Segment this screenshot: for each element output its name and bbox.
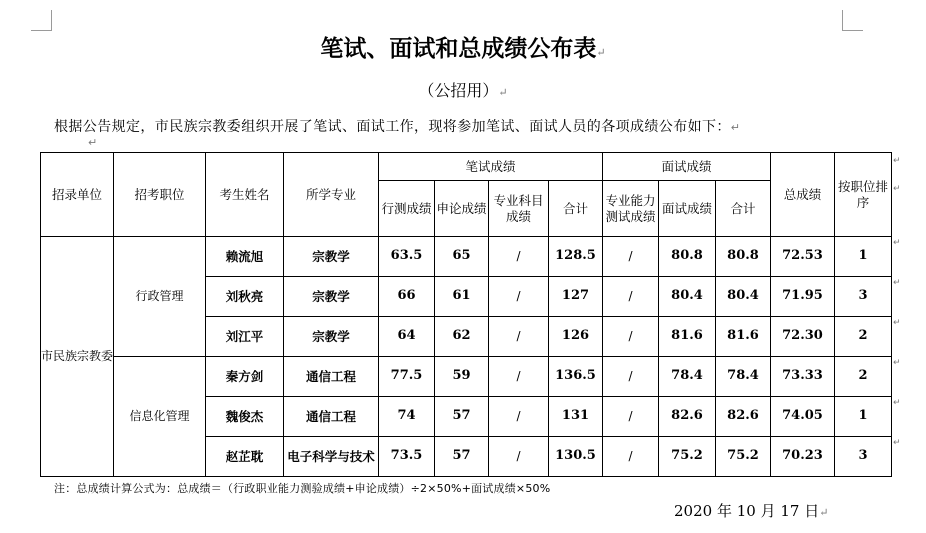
total-cell: 74.05 [771,397,835,437]
ability-cell: / [603,357,659,397]
paragraph-mark-icon: ↵ [893,278,901,288]
header-position: 招考职位 [114,153,206,237]
title-text: 笔试、面试和总成绩公布表 [320,35,597,62]
subject-cell: / [489,437,549,477]
position-cell: 信息化管理 [114,357,206,477]
subject-cell: / [489,317,549,357]
table-row [41,237,892,277]
written-total-cell: 136.5 [549,357,603,397]
ability-cell: / [603,397,659,437]
xingce-cell: 63.5 [379,237,435,277]
header-xingce: 行测成绩 [379,181,435,237]
paragraph-mark-icon: ↵ [893,156,901,166]
unit-cell: 市民族宗教委 [41,237,114,477]
intro-paragraph [54,116,740,136]
major-cell: 通信工程 [284,357,379,397]
shenlun-cell: 57 [435,397,489,437]
major-cell: 通信工程 [284,397,379,437]
subject-cell: / [489,277,549,317]
shenlun-cell: 57 [435,437,489,477]
shenlun-cell: 65 [435,237,489,277]
header-name: 考生姓名 [206,153,284,237]
intro-text: 根据公告规定，市民族宗教委组织开展了笔试、面试工作，现将参加笔试、面试人员的各项成绩公布如下： [54,119,731,135]
header-rank: 按职位排序 [835,153,892,237]
major-cell: 宗教学 [284,317,379,357]
subject-cell: / [489,357,549,397]
subject-cell: / [489,237,549,277]
header-interview-score: 面试成绩 [659,181,716,237]
interview-total-cell: 75.2 [716,437,771,477]
name-cell: 赖流旭 [206,237,284,277]
total-cell: 73.33 [771,357,835,397]
shenlun-cell: 59 [435,357,489,397]
name-cell: 魏俊杰 [206,397,284,437]
header-total: 总成绩 [771,153,835,237]
formula-note [54,480,550,496]
total-cell: 71.95 [771,277,835,317]
name-cell: 赵芷耽 [206,437,284,477]
crop-mark-top-left [31,10,52,31]
name-cell: 秦方剑 [206,357,284,397]
interview-cell: 80.4 [659,277,716,317]
header-subject: 专业科目成绩 [489,181,549,237]
xingce-cell: 77.5 [379,357,435,397]
document-date [674,500,828,521]
scores-table [40,152,892,477]
position-cell: 行政管理 [114,237,206,357]
xingce-cell: 66 [379,277,435,317]
interview-cell: 82.6 [659,397,716,437]
interview-total-cell: 80.4 [716,277,771,317]
major-cell: 电子科学与技术 [284,437,379,477]
note-text: 注：总成绩计算公式为：总成绩＝（行政职业能力测验成绩+申论成绩）÷2×50%+面试成绩×50% [54,482,551,495]
shenlun-cell: 61 [435,277,489,317]
paragraph-mark-icon: ↵ [893,238,901,248]
header-interview-group: 面试成绩 [603,153,771,181]
interview-cell: 81.6 [659,317,716,357]
subject-cell: / [489,397,549,437]
rank-cell: 1 [835,237,892,277]
written-total-cell: 130.5 [549,437,603,477]
rank-cell: 3 [835,277,892,317]
rank-cell: 1 [835,397,892,437]
interview-total-cell: 82.6 [716,397,771,437]
written-total-cell: 128.5 [549,237,603,277]
header-row-1 [41,153,892,181]
written-total-cell: 126 [549,317,603,357]
xingce-cell: 64 [379,317,435,357]
major-cell: 宗教学 [284,237,379,277]
paragraph-mark-icon: ↵ [893,358,901,368]
total-cell: 72.53 [771,237,835,277]
document-subtitle [0,78,926,101]
header-written-total: 合计 [549,181,603,237]
name-cell: 刘秋亮 [206,277,284,317]
name-cell: 刘江平 [206,317,284,357]
interview-total-cell: 80.8 [716,237,771,277]
paragraph-mark-icon: ↵ [596,46,606,59]
written-total-cell: 127 [549,277,603,317]
ability-cell: / [603,277,659,317]
paragraph-mark-icon: ↵ [88,136,98,149]
rank-cell: 3 [835,437,892,477]
subtitle-text: （公招用） [418,81,499,100]
paragraph-mark-icon: ↵ [730,121,741,134]
header-unit: 招录单位 [41,153,114,237]
interview-cell: 80.8 [659,237,716,277]
xingce-cell: 74 [379,397,435,437]
interview-total-cell: 81.6 [716,317,771,357]
paragraph-mark-icon: ↵ [893,184,901,194]
ability-cell: / [603,437,659,477]
paragraph-mark-icon: ↵ [893,398,901,408]
written-total-cell: 131 [549,397,603,437]
paragraph-mark-icon: ↵ [819,506,829,519]
document-title [0,30,926,63]
header-ability: 专业能力测试成绩 [603,181,659,237]
total-cell: 70.23 [771,437,835,477]
date-text: 2020 年 10 月 17 日 [674,502,820,520]
header-interview-total: 合计 [716,181,771,237]
shenlun-cell: 62 [435,317,489,357]
paragraph-mark-icon: ↵ [893,438,901,448]
interview-cell: 78.4 [659,357,716,397]
crop-mark-top-right [842,10,863,31]
ability-cell: / [603,237,659,277]
total-cell: 72.30 [771,317,835,357]
rank-cell: 2 [835,317,892,357]
ability-cell: / [603,317,659,357]
header-written-group: 笔试成绩 [379,153,603,181]
paragraph-mark-icon: ↵ [893,318,901,328]
major-cell: 宗教学 [284,277,379,317]
table-row [41,357,892,397]
interview-cell: 75.2 [659,437,716,477]
interview-total-cell: 78.4 [716,357,771,397]
xingce-cell: 73.5 [379,437,435,477]
header-major: 所学专业 [284,153,379,237]
header-shenlun: 申论成绩 [435,181,489,237]
paragraph-mark-icon: ↵ [498,86,508,99]
rank-cell: 2 [835,357,892,397]
